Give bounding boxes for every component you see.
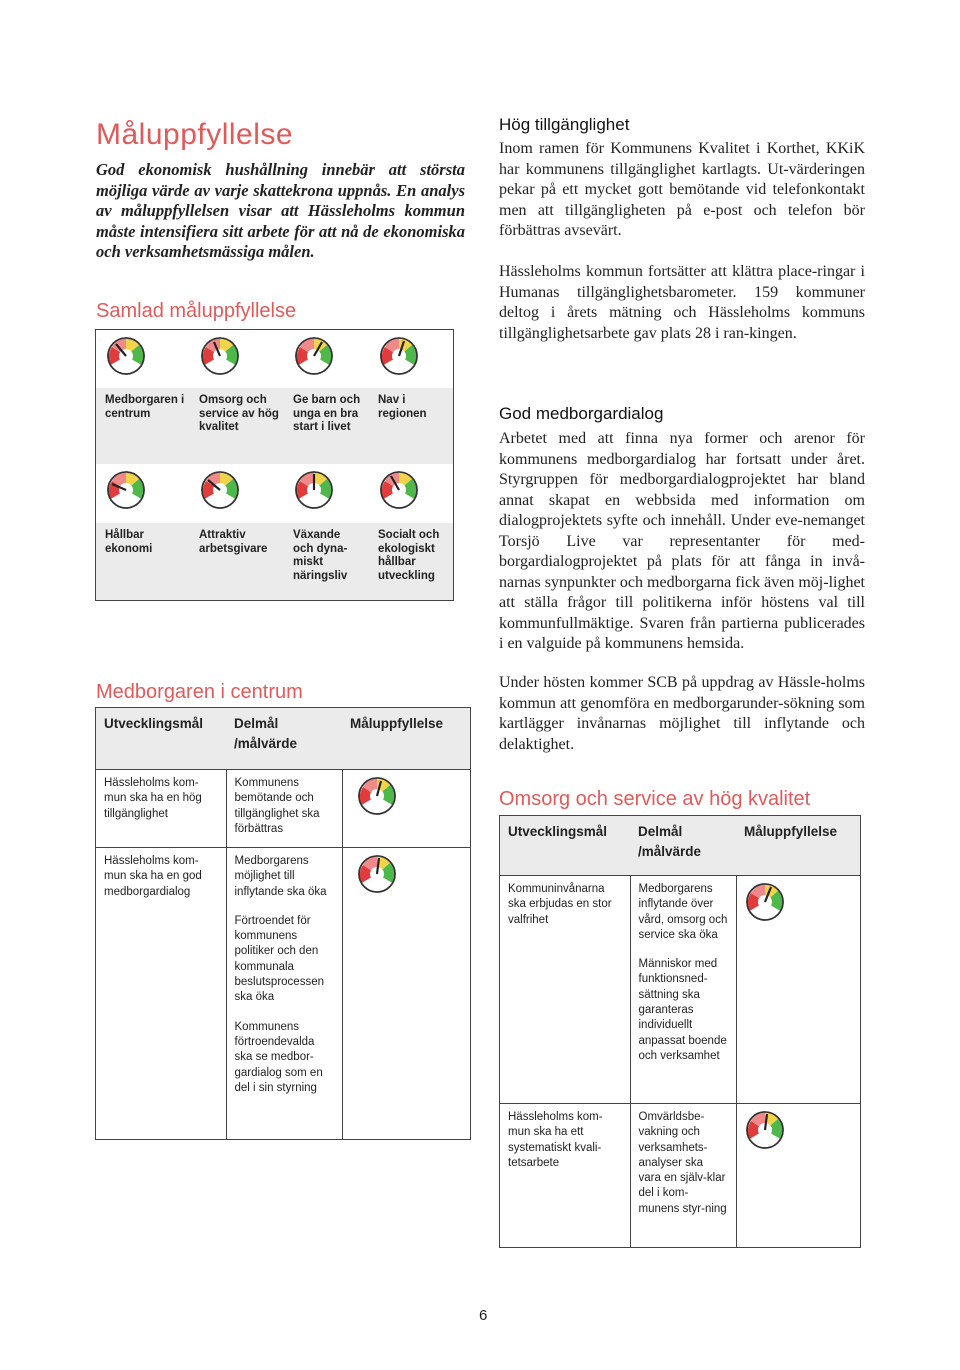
- col-header: Utvecklingsmål: [500, 816, 631, 876]
- summary-label: Medborgaren i centrum: [105, 394, 185, 420]
- gauge-icon: [106, 336, 146, 376]
- subgoal-cell: Medborgarens inflytande över vård, omsorg och service ska öka Människor med funktionsned-sättning ska garanteras individuellt anpassat boende och verksamhet: [630, 876, 736, 1104]
- summary-box: [95, 329, 454, 601]
- paragraph: Under hösten kommer SCB på uppdrag av Hässle-holms kommun att genomföra en medborgarunder-sökning som kartlägger invånarnas möjlighet till inflytande och delaktighet.: [499, 674, 865, 753]
- col-header: Måluppfyllelse: [736, 816, 861, 876]
- paragraph: Hässleholms kommun fortsätter att klättra place-ringar i Humanas tillgänglighetsbarometer. 159 kommuner deltog i årets mätning och Hässleholms kommuns tillgänglighetsarbete gav plats 28 i ran-kingen.: [499, 263, 865, 342]
- table-row: [96, 770, 471, 848]
- gauge-icon: [200, 336, 240, 376]
- heading-access: Hög tillgänglighet: [499, 115, 630, 134]
- gauge-icon: [745, 1110, 785, 1150]
- paragraph: Inom ramen för Kommunens Kvalitet i Korthet, KKiK har kommunens tillgänglighet kartlagts. Ut-värderingen pekar på ett mycket gott bemötande vid telefonkontakt men att tillgängligheten på e-post och telefon bör förbättras avsevärt.: [499, 140, 865, 239]
- gauge-icon: [357, 854, 397, 894]
- section-heading-omsorg: Omsorg och service av hög kvalitet: [499, 788, 811, 810]
- goal-cell: Hässleholms kom-mun ska ha ett systematiskt kvali-tetsarbete: [500, 1104, 631, 1248]
- goal-table-omsorg: [499, 815, 861, 1248]
- gauge-icon: [294, 470, 334, 510]
- gauge-icon: [106, 470, 146, 510]
- gauge-icon: [379, 336, 419, 376]
- subgoal-cell: Omvärldsbe-vakning och verksamhets-analyser ska vara en själv-klar del i kom-munens styr-ning: [630, 1104, 736, 1248]
- col-header: Måluppfyllelse: [342, 708, 471, 770]
- table-row: [500, 876, 861, 1104]
- fulfillment-cell: [736, 876, 861, 1104]
- summary-label: Attraktiv arbetsgivare: [199, 529, 268, 555]
- heading-dialog: God medborgardialog: [499, 404, 664, 423]
- summary-label: Socialt och ekologiskt hållbar utveckling: [378, 529, 440, 582]
- intro-text: God ekonomisk hushållning innebär att största möjliga värde av varje skattekrona uppnås. En analys av måluppfyllelsen visar att Hässleholms kommun måste intensifiera sitt arbete för att nå de ekonomiska och verksamhetsmässiga målen.: [96, 160, 465, 261]
- summary-label: Nav i regionen: [378, 394, 427, 420]
- summary-label: Hållbar ekonomi: [105, 529, 153, 555]
- subgoal-cell: Kommunens bemötande och tillgänglighet ska förbättras: [226, 770, 342, 848]
- col-header: Utvecklingsmål: [96, 708, 227, 770]
- page-title: Måluppfyllelse: [96, 118, 294, 151]
- goal-table-medborgaren: [95, 707, 471, 1140]
- summary-label: Ge barn och unga en bra start i livet: [293, 394, 361, 433]
- fulfillment-cell: [342, 848, 471, 1140]
- table-row: [96, 848, 471, 1140]
- fulfillment-cell: [342, 770, 471, 848]
- col-header: Delmål /målvärde: [630, 816, 736, 876]
- gauge-icon: [357, 776, 397, 816]
- goal-cell: Kommuninvånarna ska erbjudas en stor valfrihet: [500, 876, 631, 1104]
- gauge-icon: [294, 336, 334, 376]
- gauge-icon: [745, 882, 785, 922]
- col-header: Delmål /målvärde: [226, 708, 342, 770]
- fulfillment-cell: [736, 1104, 861, 1248]
- section-heading-medborgaren: Medborgaren i centrum: [96, 681, 303, 703]
- subgoal-cell: Medborgarens möjlighet till inflytande ska öka Förtroendet för kommunens politiker och den kommunala beslutsprocessen ska öka Kommunens förtroendevalda ska se medbor-gardialog som en del i sin styrning: [226, 848, 342, 1140]
- gauge-icon: [200, 470, 240, 510]
- page-number: 6: [479, 1307, 488, 1324]
- paragraph: Arbetet med att finna nya former och arenor för kommunens medborgardialog har fortsatt under året. Styrgruppen för medborgardialogprojektet har bland annat skapat en webbsida med information om dialogprojektets syfte och innehåll. Under eve-nemanget Torsjö Live var representanter för med-borgardialogprojektet på plats för att fånga in invå-narnas synpunkter och medborgarna fick även möj-lighet att ställa frågor till politikerna inför höstens val till kommunfullmäktige. Svaren från partierna publicerades i en valguide på kommunens hemsida.: [499, 430, 865, 652]
- goal-cell: Hässleholms kom-mun ska ha en hög tillgänglighet: [96, 770, 227, 848]
- goal-cell: Hässleholms kom-mun ska ha en god medborgardialog: [96, 848, 227, 1140]
- summary-label: Växande och dyna-miskt näringsliv: [293, 529, 348, 582]
- gauge-icon: [379, 470, 419, 510]
- table-row: [500, 1104, 861, 1248]
- summary-heading: Samlad måluppfyllelse: [96, 300, 297, 322]
- summary-label: Omsorg och service av hög kvalitet: [199, 394, 279, 433]
